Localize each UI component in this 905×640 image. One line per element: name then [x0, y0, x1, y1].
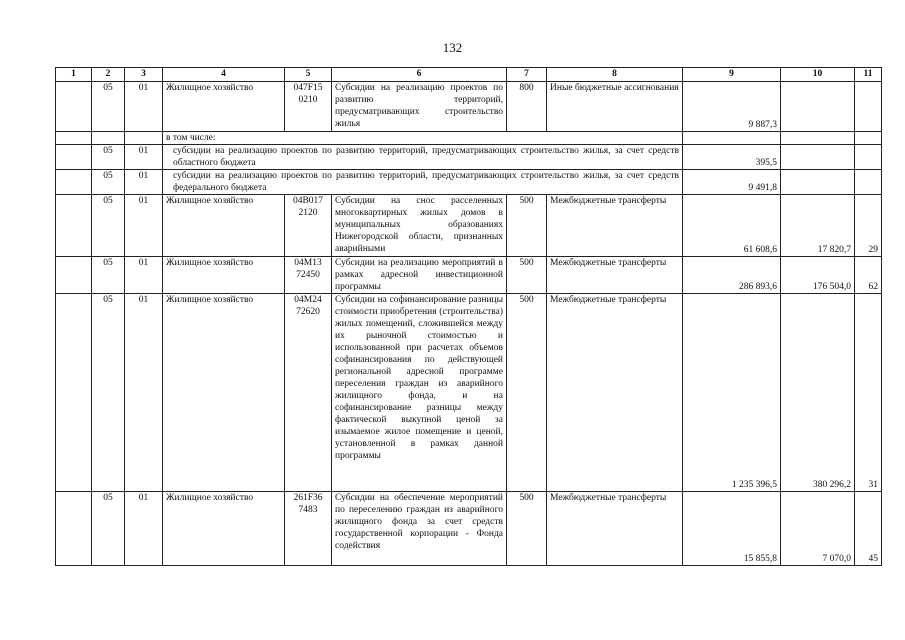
including-label: в том числе:: [163, 132, 683, 145]
budget-table: [55, 67, 882, 566]
expense-type-code: 500: [507, 195, 547, 257]
target-article-code: 04M13 72450: [285, 257, 332, 294]
amount-col9: 395,5: [683, 145, 781, 170]
article-name: Субсидии на реализацию проектов по развитию территорий, предусматривающих строительство жилья: [332, 82, 507, 132]
table-row: [56, 132, 882, 145]
subsection-name: Жилищное хозяйство: [163, 195, 285, 257]
table-row: [56, 294, 882, 492]
amount-col11: 29: [855, 195, 882, 257]
table-header-row: [56, 68, 882, 82]
subsection-code: 01: [125, 492, 163, 566]
subsection-code: 01: [125, 82, 163, 132]
column-header: 4: [163, 68, 285, 82]
expense-type-name: Межбюджетные трансферты: [547, 257, 683, 294]
subsection-code: 01: [125, 257, 163, 294]
amount-col9: 1 235 396,5: [683, 294, 781, 492]
target-article-code: 04M24 72620: [285, 294, 332, 492]
amount-col11: [855, 145, 882, 170]
target-article-code: 261F36 7483: [285, 492, 332, 566]
column-header: 6: [332, 68, 507, 82]
column-header: 7: [507, 68, 547, 82]
subsection-code: 01: [125, 294, 163, 492]
table-row: [56, 170, 882, 195]
amount-col10: 7 070,0: [781, 492, 855, 566]
sub-item-description: субсидии на реализацию проектов по развитию территорий, предусматривающих строительство жилья, за счет средств областного бюджета: [163, 145, 683, 170]
amount-col11: [855, 82, 882, 132]
page-number: 132: [442, 40, 463, 55]
section-code: 05: [92, 492, 125, 566]
subsection-name: Жилищное хозяйство: [163, 294, 285, 492]
column-header: 3: [125, 68, 163, 82]
amount-col10: 17 820,7: [781, 195, 855, 257]
expense-type-code: 500: [507, 257, 547, 294]
subsection-name: Жилищное хозяйство: [163, 82, 285, 132]
subsection-code: 01: [125, 195, 163, 257]
table-row: [56, 145, 882, 170]
subsection-code: 01: [125, 145, 163, 170]
amount-col10: [781, 82, 855, 132]
column-header: 11: [855, 68, 882, 82]
column-header: 8: [547, 68, 683, 82]
amount-col9: 9 887,3: [683, 82, 781, 132]
section-code: 05: [92, 294, 125, 492]
subsection-name: Жилищное хозяйство: [163, 492, 285, 566]
table-row: [56, 82, 882, 132]
article-name: Субсидии на реализацию мероприятий в рамках адресной инвестиционной программы: [332, 257, 507, 294]
subsection-name: Жилищное хозяйство: [163, 257, 285, 294]
amount-col10: [781, 145, 855, 170]
subsection-code: 01: [125, 170, 163, 195]
amount-col9: 9 491,8: [683, 170, 781, 195]
article-name: Субсидии на снос расселенных многоквартирных жилых домов в муниципальных образованиях Нижегородской области, признанных аварийными: [332, 195, 507, 257]
table-row: [56, 195, 882, 257]
target-article-code: 047F15 0210: [285, 82, 332, 132]
expense-type-code: 500: [507, 294, 547, 492]
expense-type-name: Иные бюджетные ассигнования: [547, 82, 683, 132]
table-row: [56, 257, 882, 294]
section-code: 05: [92, 145, 125, 170]
amount-col10: 176 504,0: [781, 257, 855, 294]
column-header: 9: [683, 68, 781, 82]
amount-col11: 62: [855, 257, 882, 294]
target-article-code: 04B017 2120: [285, 195, 332, 257]
amount-col11: [855, 170, 882, 195]
expense-type-name: Межбюджетные трансферты: [547, 294, 683, 492]
section-code: 05: [92, 170, 125, 195]
expense-type-code: 800: [507, 82, 547, 132]
section-code: 05: [92, 195, 125, 257]
column-header: 5: [285, 68, 332, 82]
amount-col9: 61 608,6: [683, 195, 781, 257]
article-name: Субсидии на обеспечение мероприятий по переселению граждан из аварийного жилищного фонда за счет средств государственной корпорации - Фонда содействия: [332, 492, 507, 566]
expense-type-name: Межбюджетные трансферты: [547, 492, 683, 566]
amount-col11: 45: [855, 492, 882, 566]
section-code: 05: [92, 82, 125, 132]
expense-type-code: 500: [507, 492, 547, 566]
amount-col10: [781, 170, 855, 195]
column-header: 1: [56, 68, 92, 82]
column-header: 2: [92, 68, 125, 82]
section-code: 05: [92, 257, 125, 294]
amount-col11: 31: [855, 294, 882, 492]
amount-col9: 286 893,6: [683, 257, 781, 294]
table-row: [56, 492, 882, 566]
amount-col10: 380 296,2: [781, 294, 855, 492]
sub-item-description: субсидии на реализацию проектов по развитию территорий, предусматривающих строительство жилья, за счет средств федерального бюджета: [163, 170, 683, 195]
expense-type-name: Межбюджетные трансферты: [547, 195, 683, 257]
column-header: 10: [781, 68, 855, 82]
article-name: Субсидии на софинансирование разницы стоимости приобретения (строительства) жилых помещений, сложившейся между их рыночной стоимостью и использованной при расчетах объемов софинансирования по действующей региональной адресной программе переселения граждан из аварийного жилищного фонда, и на софинансирование разницы между фактической выкупной ценой за изымаемое жилое помещение и ценой, установленной в рамках данной программы: [332, 294, 507, 492]
amount-col9: 15 855,8: [683, 492, 781, 566]
